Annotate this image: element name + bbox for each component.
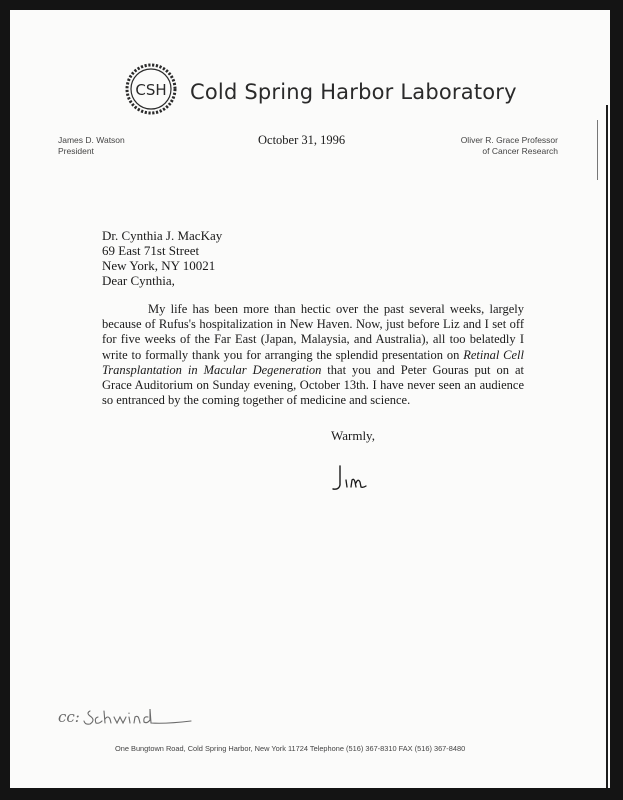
letterhead-footer: One Bungtown Road, Cold Spring Harbor, New York 11724 Telephone (516) 367-8310 FAX (516) 367-8480	[115, 744, 466, 753]
sender-title: President	[58, 146, 94, 156]
closing: Warmly,	[331, 428, 375, 443]
recipient-city: New York, NY 10021	[102, 258, 216, 273]
sender-block	[58, 135, 125, 157]
letter-body	[102, 302, 524, 408]
professorship-line-2: of Cancer Research	[482, 146, 558, 156]
letter-page	[10, 10, 610, 788]
page-edge-shadow	[606, 105, 608, 788]
recipient-street: 69 East 71st Street	[102, 243, 200, 258]
sender-name: James D. Watson	[58, 135, 125, 145]
csh-logo-icon	[120, 58, 182, 120]
professorship-block	[461, 135, 558, 157]
signature-image	[326, 458, 386, 498]
svg-text:cc:: cc:	[58, 708, 80, 726]
body-text-1: My life has been more than hectic over the past several weeks, largely because of Rufus's hospitalization in New Haven. Now, just before Liz and I set off for five weeks of the Far East (Japan, Malaysia, and Australia), all too belatedly I write to formally thank you for arranging the splendid presentation on	[102, 302, 524, 362]
recipient-name: Dr. Cynthia J. MacKay	[102, 228, 223, 243]
body-text-2: that you and Peter Gouras put on at Grace Auditorium on Sunday evening, October 13th. I have never seen an audience so entranced by the coming together of medicine and science.	[102, 362, 524, 408]
handwritten-cc-note	[56, 703, 236, 731]
presentation-title: Retinal Cell Transplantation in Macular Degeneration	[102, 347, 524, 377]
logo-text: CSH	[135, 81, 167, 99]
institution-name: Cold Spring Harbor Laboratory	[190, 80, 517, 104]
salutation: Dear Cynthia,	[102, 273, 175, 288]
recipient-address	[102, 228, 222, 273]
professorship-line-1: Oliver R. Grace Professor	[460, 135, 558, 145]
letter-date: October 31, 1996	[258, 133, 346, 147]
page-edge-mark	[597, 120, 598, 180]
